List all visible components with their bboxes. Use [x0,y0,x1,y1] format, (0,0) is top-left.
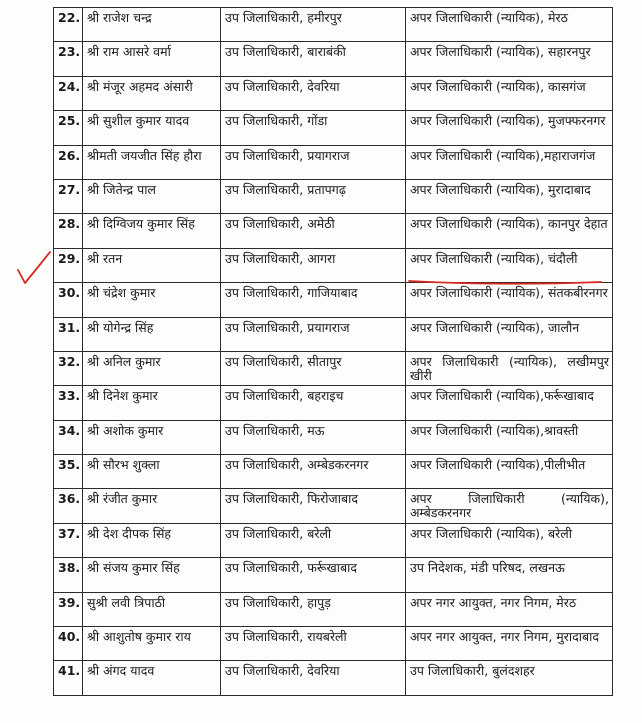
serial-number-cell: 38. [54,558,83,592]
current-post-cell: उप जिलाधिकारी, रायबरेली [221,627,406,661]
current-post-cell: उप जिलाधिकारी, फिरोजाबाद [221,489,406,523]
serial-number-cell: 25. [54,111,83,145]
new-posting-cell: अपर नगर आयुक्त, नगर निगम, मेरठ [406,592,613,626]
new-posting-cell: अपर जिलाधिकारी (न्यायिक), कानपुर देहात [406,214,613,248]
table-row [54,351,613,385]
table-row [54,145,613,179]
new-posting-cell: अपर जिलाधिकारी (न्यायिक), संतकबीरनगर [406,283,613,317]
officer-name-cell: श्री अशोक कुमार [83,420,221,454]
table-body [54,8,613,696]
current-post-cell: उप जिलाधिकारी, बाराबंकी [221,42,406,76]
current-post-cell: उप जिलाधिकारी, हापुड़ [221,592,406,626]
new-posting-cell: अपर जिलाधिकारी (न्यायिक), चंदौली [406,248,613,282]
table-row [54,592,613,626]
serial-number-cell: 27. [54,179,83,213]
serial-number-cell: 28. [54,214,83,248]
new-posting-cell: अपर जिलाधिकारी (न्यायिक), मुरादाबाद [406,179,613,213]
table-row [54,558,613,592]
officer-name-cell: श्री अंगद यादव [83,661,221,695]
new-posting-cell: उप निदेशक, मंडी परिषद, लखनऊ [406,558,613,592]
new-posting-cell: अपर जिलाधिकारी (न्यायिक), जालौन [406,317,613,351]
officer-name-cell: श्री सुशील कुमार यादव [83,111,221,145]
table-row [54,76,613,110]
table-row [54,214,613,248]
new-posting-cell: अपर जिलाधिकारी (न्यायिक),महाराजगंज [406,145,613,179]
new-posting-cell: अपर जिलाधिकारी (न्यायिक), बरेली [406,523,613,557]
serial-number-cell: 41. [54,661,83,695]
officer-name-cell: सुश्री लवी त्रिपाठी [83,592,221,626]
table-row [54,317,613,351]
table-row [54,283,613,317]
new-posting-cell: अपर जिलाधिकारी (न्यायिक),पीलीभीत [406,455,613,489]
table-row [54,489,613,523]
officer-name-cell: श्री आशुतोष कुमार राय [83,627,221,661]
table-row [54,386,613,420]
officer-name-cell: श्री संजय कुमार सिंह [83,558,221,592]
table-row [54,627,613,661]
serial-number-cell: 23. [54,42,83,76]
serial-number-cell: 26. [54,145,83,179]
new-posting-cell: अपर जिलाधिकारी (न्यायिक), अम्बेडकरनगर [406,489,613,523]
officer-name-cell: श्रीमती जयजीत सिंह हौरा [83,145,221,179]
officer-name-cell: श्री अनिल कुमार [83,351,221,385]
officer-name-cell: श्री सौरभ शुक्ला [83,455,221,489]
officer-name-cell: श्री जितेन्द्र पाल [83,179,221,213]
officer-name-cell: श्री राम आसरे वर्मा [83,42,221,76]
new-posting-cell: अपर जिलाधिकारी (न्यायिक), मुजफ्फरनगर [406,111,613,145]
table-row [54,420,613,454]
current-post-cell: उप जिलाधिकारी, देवरिया [221,76,406,110]
table-row [54,179,613,213]
current-post-cell: उप जिलाधिकारी, अम्बेडकरनगर [221,455,406,489]
current-post-cell: उप जिलाधिकारी, मऊ [221,420,406,454]
officer-name-cell: श्री रतन [83,248,221,282]
current-post-cell: उप जिलाधिकारी, अमेठी [221,214,406,248]
serial-number-cell: 33. [54,386,83,420]
current-post-cell: उप जिलाधिकारी, सीतापुर [221,351,406,385]
current-post-cell: उप जिलाधिकारी, फर्रूखाबाद [221,558,406,592]
officer-name-cell: श्री मंजूर अहमद अंसारी [83,76,221,110]
officer-name-cell: श्री राजेश चन्द्र [83,8,221,42]
serial-number-cell: 36. [54,489,83,523]
current-post-cell: उप जिलाधिकारी, बहराइच [221,386,406,420]
new-posting-cell: अपर नगर आयुक्त, नगर निगम, मुरादाबाद [406,627,613,661]
officer-name-cell: श्री योगेन्द्र सिंह [83,317,221,351]
serial-number-cell: 29. [54,248,83,282]
serial-number-cell: 22. [54,8,83,42]
serial-number-cell: 37. [54,523,83,557]
current-post-cell: उप जिलाधिकारी, प्रयागराज [221,145,406,179]
officer-name-cell: श्री रंजीत कुमार [83,489,221,523]
new-posting-cell: अपर जिलाधिकारी (न्यायिक),श्रावस्ती [406,420,613,454]
red-check-mark-icon [18,252,50,283]
table-row [54,8,613,42]
serial-number-cell: 31. [54,317,83,351]
officer-name-cell: श्री देश दीपक सिंह [83,523,221,557]
new-posting-cell: अपर जिलाधिकारी (न्यायिक), मेरठ [406,8,613,42]
serial-number-cell: 40. [54,627,83,661]
officer-name-cell: श्री दिग्विजय कुमार सिंह [83,214,221,248]
officer-name-cell: श्री दिनेश कुमार [83,386,221,420]
table-row [54,248,613,282]
current-post-cell: उप जिलाधिकारी, प्रयागराज [221,317,406,351]
current-post-cell: उप जिलाधिकारी, आगरा [221,248,406,282]
table-row [54,42,613,76]
current-post-cell: उप जिलाधिकारी, गोंडा [221,111,406,145]
table-row [54,523,613,557]
serial-number-cell: 32. [54,351,83,385]
current-post-cell: उप जिलाधिकारी, प्रतापगढ़ [221,179,406,213]
table-row [54,455,613,489]
new-posting-cell: अपर जिलाधिकारी (न्यायिक), कासगंज [406,76,613,110]
current-post-cell: उप जिलाधिकारी, बरेली [221,523,406,557]
new-posting-cell: अपर जिलाधिकारी (न्यायिक), सहारनपुर [406,42,613,76]
current-post-cell: उप जिलाधिकारी, देवरिया [221,661,406,695]
current-post-cell: उप जिलाधिकारी, हमीरपुर [221,8,406,42]
serial-number-cell: 34. [54,420,83,454]
officer-name-cell: श्री चंद्रेश कुमार [83,283,221,317]
serial-number-cell: 30. [54,283,83,317]
new-posting-cell: उप जिलाधिकारी, बुलंदशहर [406,661,613,695]
table-row [54,661,613,695]
new-posting-cell: अपर जिलाधिकारी (न्यायिक),फर्रूखाबाद [406,386,613,420]
serial-number-cell: 24. [54,76,83,110]
table-row [54,111,613,145]
serial-number-cell: 35. [54,455,83,489]
new-posting-cell: अपर जिलाधिकारी (न्यायिक), लखीमपुर खीरी [406,351,613,385]
transfer-table [53,7,613,696]
serial-number-cell: 39. [54,592,83,626]
current-post-cell: उप जिलाधिकारी, गाजियाबाद [221,283,406,317]
